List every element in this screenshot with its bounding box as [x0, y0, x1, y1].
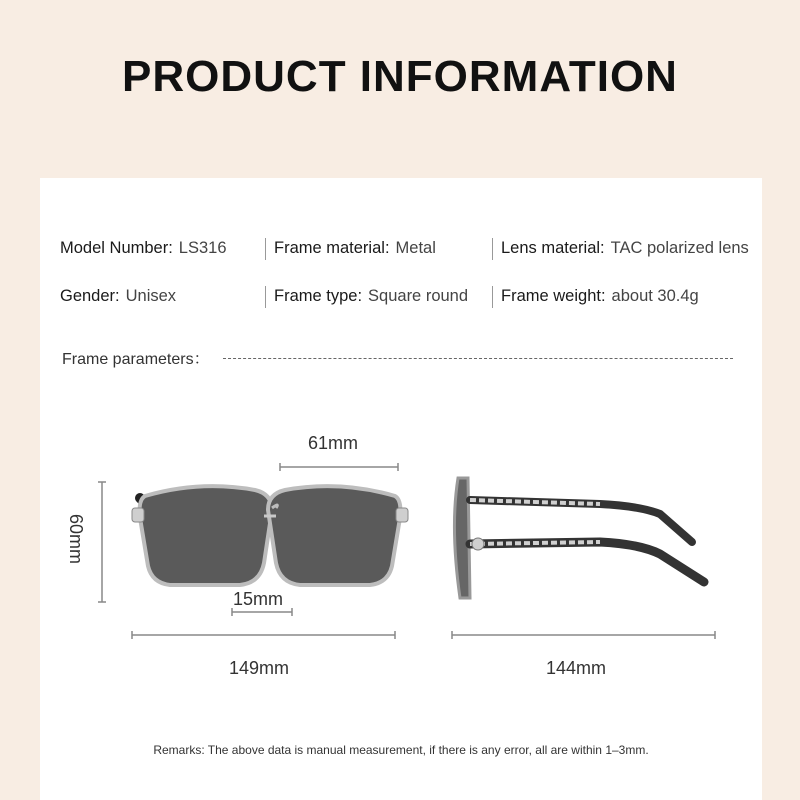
frame-width-label: 149mm: [229, 658, 290, 678]
temple-length-label: 144mm: [546, 658, 607, 678]
right-hinge: [396, 508, 408, 522]
lower-temple: [470, 542, 704, 582]
spec-label: Model Number:: [60, 239, 173, 257]
spec-label: Gender:: [60, 287, 120, 305]
spec-label: Frame weight:: [501, 287, 606, 305]
right-lens: [268, 486, 400, 585]
page-title: PRODUCT INFORMATION: [122, 52, 678, 101]
upper-temple: [470, 500, 692, 542]
spec-value: about 30.4g: [611, 287, 699, 305]
remarks-text: Remarks: The above data is manual measurement, if there is any error, all are within 1–3mm.: [153, 743, 649, 757]
spec-value: Metal: [395, 239, 436, 257]
frame-parameters-label: Frame parameters：: [62, 351, 210, 368]
lens-height-label: 60mm: [66, 514, 86, 565]
info-card: [40, 178, 762, 800]
front-view-glasses: [132, 486, 408, 585]
side-view-glasses: [454, 478, 704, 598]
lower-temple-chain: [470, 542, 600, 544]
side-hinge: [472, 538, 484, 550]
spec-label: Lens material:: [501, 239, 605, 257]
lens-width-label: 61mm: [308, 433, 359, 453]
spec-value: TAC polarized lens: [610, 239, 749, 257]
spec-label: Frame type:: [274, 287, 363, 305]
spec-value: LS316: [178, 239, 227, 257]
left-lens: [140, 486, 272, 585]
left-hinge: [132, 508, 144, 522]
glasses-diagram: [40, 178, 762, 800]
spec-label: Frame material:: [274, 239, 390, 257]
side-lens: [454, 478, 470, 598]
spec-value: Unisex: [125, 287, 177, 305]
bridge-label: 15mm: [233, 589, 284, 609]
spec-value: Square round: [368, 287, 469, 305]
